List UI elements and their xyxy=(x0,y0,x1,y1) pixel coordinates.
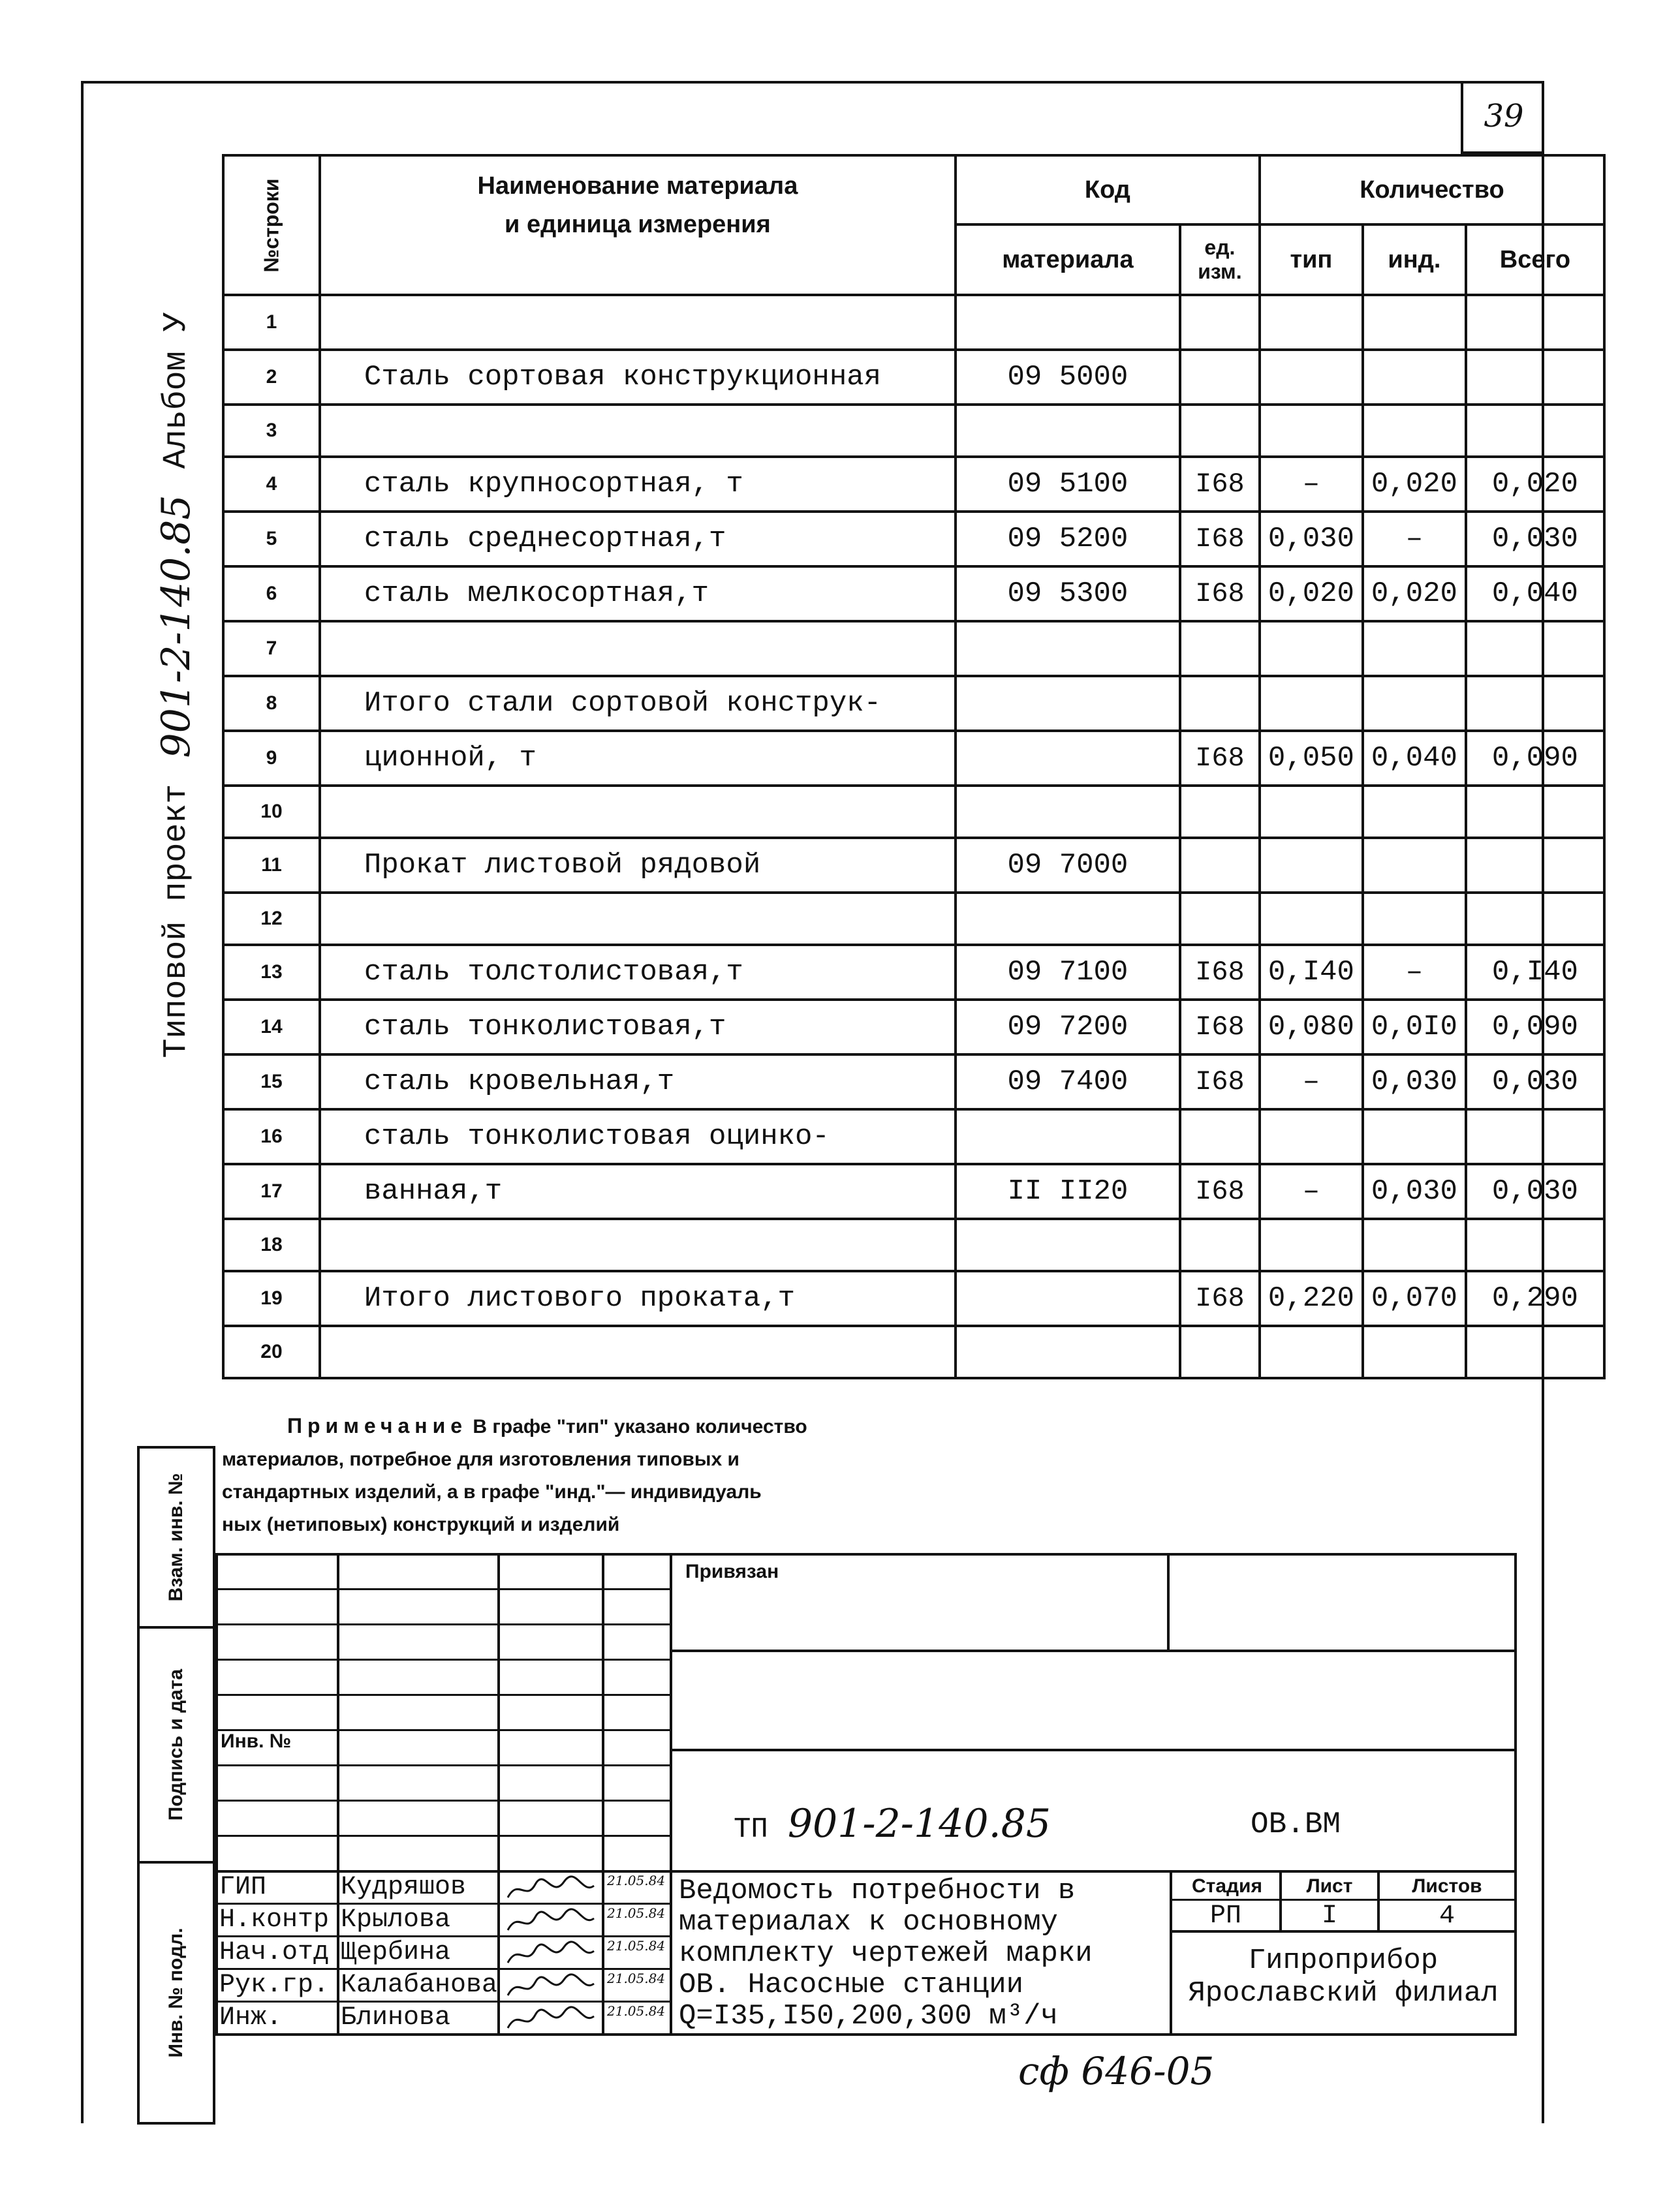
material-code xyxy=(956,295,1180,350)
unit-code xyxy=(1180,621,1260,676)
qty-typ: 0,I40 xyxy=(1260,945,1363,1000)
signature-mark xyxy=(505,1908,597,1940)
row-number: 10 xyxy=(223,786,320,838)
note-line1: В графе "тип" указано количество xyxy=(473,1416,807,1437)
qty-total xyxy=(1466,676,1604,731)
stage-label: Стадия xyxy=(1191,1875,1263,1897)
table-row xyxy=(223,1164,1604,1219)
material-code: 09 5000 xyxy=(956,350,1180,405)
doc-description-line1: Ведомость потребности в xyxy=(679,1875,1076,1907)
row-number: 6 xyxy=(223,566,320,621)
qty-ind: 0,020 xyxy=(1363,457,1466,512)
material-name xyxy=(320,786,956,838)
note-line3: стандартных изделий, а в графе "инд."— индивидуаль xyxy=(222,1481,762,1503)
qty-ind: 0,040 xyxy=(1363,731,1466,786)
qty-total xyxy=(1466,1326,1604,1378)
qty-typ: 0,080 xyxy=(1260,1000,1363,1054)
row-number: 16 xyxy=(223,1109,320,1164)
organization xyxy=(1172,1944,1514,2010)
header-qty-typ: тип xyxy=(1260,224,1363,295)
header-code-material: материала xyxy=(956,224,1180,295)
material-name: Итого листового проката,т xyxy=(320,1271,956,1326)
material-code xyxy=(956,1219,1180,1271)
qty-total: 0,030 xyxy=(1466,1164,1604,1219)
material-name xyxy=(320,893,956,945)
role-name: Кудряшов xyxy=(341,1873,467,1902)
sheet-value: I xyxy=(1321,1901,1337,1931)
material-name: Итого стали сортовой конструк- xyxy=(320,676,956,731)
header-name-line2: и единица измерения xyxy=(505,211,771,238)
table-row xyxy=(223,621,1604,676)
sheets-value: 4 xyxy=(1439,1901,1455,1931)
qty-typ: 0,030 xyxy=(1260,512,1363,566)
material-code xyxy=(956,676,1180,731)
side-title-prefix: Типовой проект xyxy=(157,784,195,1058)
qty-typ xyxy=(1260,295,1363,350)
qty-typ: – xyxy=(1260,1164,1363,1219)
row-number: 5 xyxy=(223,512,320,566)
signature-mark xyxy=(505,1875,597,1907)
doc-designation xyxy=(734,1801,1051,1847)
table-row xyxy=(223,295,1604,350)
material-name xyxy=(320,295,956,350)
role-date: 21.05.84 xyxy=(607,2003,666,2019)
footer-handwritten: сф 646-05 xyxy=(1018,2049,1215,2093)
unit-code xyxy=(1180,786,1260,838)
doc-description-line5: Q=I35,I50,200,300 м³/ч xyxy=(679,2000,1058,2033)
row-number: 11 xyxy=(223,838,320,893)
row-number: 4 xyxy=(223,457,320,512)
sheets-label: Листов xyxy=(1412,1875,1482,1897)
doc-description-line4: ОВ. Насосные станции xyxy=(679,1969,1024,2001)
row-number: 15 xyxy=(223,1054,320,1109)
role-date: 21.05.84 xyxy=(607,1971,666,1986)
unit-code xyxy=(1180,893,1260,945)
qty-ind xyxy=(1363,1219,1466,1271)
material-name: ванная,т xyxy=(320,1164,956,1219)
unit-code xyxy=(1180,405,1260,457)
role-label: Нач.отд xyxy=(219,1938,330,1967)
qty-typ xyxy=(1260,893,1363,945)
qty-ind: – xyxy=(1363,945,1466,1000)
privyazan-label: Привязан xyxy=(685,1561,779,1582)
unit-code xyxy=(1180,350,1260,405)
table-row xyxy=(223,566,1604,621)
doc-code: 901-2-140.85 xyxy=(787,1801,1051,1847)
material-name: сталь мелкосортная,т xyxy=(320,566,956,621)
unit-code: I68 xyxy=(1180,1054,1260,1109)
sheet-label: Лист xyxy=(1306,1875,1353,1897)
material-code: II II20 xyxy=(956,1164,1180,1219)
qty-total: 0,040 xyxy=(1466,566,1604,621)
unit-code: I68 xyxy=(1180,731,1260,786)
qty-typ xyxy=(1260,621,1363,676)
qty-ind xyxy=(1363,1109,1466,1164)
table-row xyxy=(223,1219,1604,1271)
header-name xyxy=(320,155,956,295)
qty-typ xyxy=(1260,676,1363,731)
inv-no-label: Инв. № xyxy=(221,1730,292,1752)
role-label: Рук.гр. xyxy=(219,1971,330,2000)
qty-ind xyxy=(1363,350,1466,405)
role-label: Инж. xyxy=(219,2003,283,2033)
material-name: сталь тонколистовая оцинко- xyxy=(320,1109,956,1164)
qty-ind xyxy=(1363,893,1466,945)
qty-typ xyxy=(1260,350,1363,405)
doc-prefix: ТП xyxy=(734,1813,768,1846)
qty-total xyxy=(1466,893,1604,945)
qty-typ: 0,220 xyxy=(1260,1271,1363,1326)
role-date: 21.05.84 xyxy=(607,1873,666,1888)
materials-table xyxy=(222,154,1606,1379)
role-date: 21.05.84 xyxy=(607,1905,666,1921)
material-name: сталь тонколистовая,т xyxy=(320,1000,956,1054)
doc-mark: ОВ.ВМ xyxy=(1251,1807,1341,1841)
material-code: 09 7200 xyxy=(956,1000,1180,1054)
note xyxy=(222,1409,1201,1541)
unit-code xyxy=(1180,1219,1260,1271)
qty-total: 0,090 xyxy=(1466,731,1604,786)
row-number: 7 xyxy=(223,621,320,676)
org-branch: Ярославский филиал xyxy=(1188,1977,1499,2010)
unit-code xyxy=(1180,295,1260,350)
material-name xyxy=(320,621,956,676)
qty-total xyxy=(1466,1109,1604,1164)
note-line2: материалов, потребное для изготовления типовых и xyxy=(222,1449,739,1470)
row-number: 19 xyxy=(223,1271,320,1326)
table-row xyxy=(223,405,1604,457)
material-name xyxy=(320,1326,956,1378)
table-row xyxy=(223,1271,1604,1326)
unit-code xyxy=(1180,1109,1260,1164)
qty-ind: 0,070 xyxy=(1363,1271,1466,1326)
table-row xyxy=(223,945,1604,1000)
left-strip xyxy=(137,1446,215,2125)
table-row xyxy=(223,350,1604,405)
row-number: 12 xyxy=(223,893,320,945)
material-code xyxy=(956,893,1180,945)
page-number: 39 xyxy=(1461,81,1544,154)
qty-ind xyxy=(1363,676,1466,731)
table-row xyxy=(223,1109,1604,1164)
qty-total: 0,020 xyxy=(1466,457,1604,512)
note-line4: ных (нетиповых) конструкций и изделий xyxy=(222,1514,620,1535)
row-number: 1 xyxy=(223,295,320,350)
material-code xyxy=(956,731,1180,786)
material-code xyxy=(956,621,1180,676)
material-code: 09 7100 xyxy=(956,945,1180,1000)
material-code xyxy=(956,786,1180,838)
material-name: сталь среднесортная,т xyxy=(320,512,956,566)
material-code: 09 7000 xyxy=(956,838,1180,893)
qty-ind xyxy=(1363,838,1466,893)
qty-ind xyxy=(1363,295,1466,350)
material-name xyxy=(320,1219,956,1271)
material-name: Сталь сортовая конструкционная xyxy=(320,350,956,405)
role-label: ГИП xyxy=(219,1873,267,1902)
qty-typ xyxy=(1260,1219,1363,1271)
unit-code: I68 xyxy=(1180,1000,1260,1054)
table-row xyxy=(223,457,1604,512)
role-date: 21.05.84 xyxy=(607,1938,666,1954)
table-row xyxy=(223,676,1604,731)
unit-code: I68 xyxy=(1180,945,1260,1000)
stage-value: РП xyxy=(1209,1901,1241,1931)
title-block xyxy=(215,1553,1517,2036)
table-row xyxy=(223,1326,1604,1378)
qty-typ: – xyxy=(1260,457,1363,512)
qty-total xyxy=(1466,786,1604,838)
qty-typ: 0,020 xyxy=(1260,566,1363,621)
qty-total: 0,290 xyxy=(1466,1271,1604,1326)
header-code-unit: ед. изм. xyxy=(1180,224,1260,295)
header-qty-total: Всего xyxy=(1466,224,1604,295)
header-code: Код xyxy=(956,155,1260,224)
strip-vzam: Взам. инв. № xyxy=(137,1446,215,1629)
table-row xyxy=(223,786,1604,838)
doc-description xyxy=(679,1875,1093,2032)
qty-ind: 0,020 xyxy=(1363,566,1466,621)
qty-total xyxy=(1466,1219,1604,1271)
qty-typ xyxy=(1260,1326,1363,1378)
qty-total xyxy=(1466,295,1604,350)
material-name: сталь кровельная,т xyxy=(320,1054,956,1109)
row-number: 8 xyxy=(223,676,320,731)
row-number: 2 xyxy=(223,350,320,405)
unit-code: I68 xyxy=(1180,1271,1260,1326)
header-qty: Количество xyxy=(1260,155,1604,224)
org-name: Гипроприбор xyxy=(1248,1944,1439,1977)
row-number: 13 xyxy=(223,945,320,1000)
side-title xyxy=(144,261,209,1109)
unit-code: I68 xyxy=(1180,457,1260,512)
signature-mark xyxy=(505,1973,597,2005)
material-name xyxy=(320,405,956,457)
qty-total xyxy=(1466,621,1604,676)
qty-total: 0,030 xyxy=(1466,1054,1604,1109)
unit-code xyxy=(1180,838,1260,893)
qty-ind xyxy=(1363,405,1466,457)
role-name: Блинова xyxy=(341,2003,451,2033)
side-title-album: Альбом У xyxy=(157,312,195,469)
strip-podpis: Подпись и дата xyxy=(137,1626,215,1864)
qty-total xyxy=(1466,838,1604,893)
side-title-code: 901-2-140.85 xyxy=(153,495,199,758)
qty-ind xyxy=(1363,621,1466,676)
doc-description-line2: материалах к основному xyxy=(679,1906,1058,1939)
table-row xyxy=(223,512,1604,566)
qty-typ: – xyxy=(1260,1054,1363,1109)
qty-typ: 0,050 xyxy=(1260,731,1363,786)
material-name: сталь толстолистовая,т xyxy=(320,945,956,1000)
unit-code: I68 xyxy=(1180,566,1260,621)
header-name-line1: Наименование материала xyxy=(477,172,798,200)
role-label: Н.контр xyxy=(219,1905,330,1935)
row-number: 9 xyxy=(223,731,320,786)
row-number: 17 xyxy=(223,1164,320,1219)
qty-total: 0,030 xyxy=(1466,512,1604,566)
row-number: 18 xyxy=(223,1219,320,1271)
qty-typ xyxy=(1260,405,1363,457)
qty-typ xyxy=(1260,786,1363,838)
role-name: Щербина xyxy=(341,1938,451,1967)
header-qty-ind: инд. xyxy=(1363,224,1466,295)
material-code: 09 5300 xyxy=(956,566,1180,621)
material-code xyxy=(956,1109,1180,1164)
role-name: Калабанова xyxy=(341,1971,498,2000)
material-code: 09 7400 xyxy=(956,1054,1180,1109)
material-name: ционной, т xyxy=(320,731,956,786)
table-row xyxy=(223,1000,1604,1054)
note-label: Примечание xyxy=(287,1414,468,1437)
table-row xyxy=(223,1054,1604,1109)
material-code: 09 5100 xyxy=(956,457,1180,512)
material-code: 09 5200 xyxy=(956,512,1180,566)
doc-description-line3: комплекту чертежей марки xyxy=(679,1937,1093,1970)
unit-code: I68 xyxy=(1180,512,1260,566)
unit-code xyxy=(1180,676,1260,731)
qty-ind: – xyxy=(1363,512,1466,566)
qty-typ xyxy=(1260,1109,1363,1164)
qty-typ xyxy=(1260,838,1363,893)
table-row xyxy=(223,838,1604,893)
material-name: Прокат листовой рядовой xyxy=(320,838,956,893)
qty-ind: 0,030 xyxy=(1363,1054,1466,1109)
qty-ind xyxy=(1363,1326,1466,1378)
material-name: сталь крупносортная, т xyxy=(320,457,956,512)
qty-ind: 0,030 xyxy=(1363,1164,1466,1219)
row-number: 3 xyxy=(223,405,320,457)
signature-mark xyxy=(505,1941,597,1973)
strip-inv-podl: Инв. № подл. xyxy=(137,1861,215,2125)
material-code xyxy=(956,405,1180,457)
qty-ind: 0,0I0 xyxy=(1363,1000,1466,1054)
material-code xyxy=(956,1326,1180,1378)
material-code xyxy=(956,1271,1180,1326)
unit-code: I68 xyxy=(1180,1164,1260,1219)
row-number: 20 xyxy=(223,1326,320,1378)
signature-mark xyxy=(505,2006,597,2038)
header-row-no: №строки xyxy=(223,155,320,295)
qty-total: 0,I40 xyxy=(1466,945,1604,1000)
qty-total: 0,090 xyxy=(1466,1000,1604,1054)
row-number: 14 xyxy=(223,1000,320,1054)
unit-code xyxy=(1180,1326,1260,1378)
table-row xyxy=(223,731,1604,786)
qty-total xyxy=(1466,350,1604,405)
qty-total xyxy=(1466,405,1604,457)
table-row xyxy=(223,893,1604,945)
role-name: Крылова xyxy=(341,1905,451,1935)
qty-ind xyxy=(1363,786,1466,838)
